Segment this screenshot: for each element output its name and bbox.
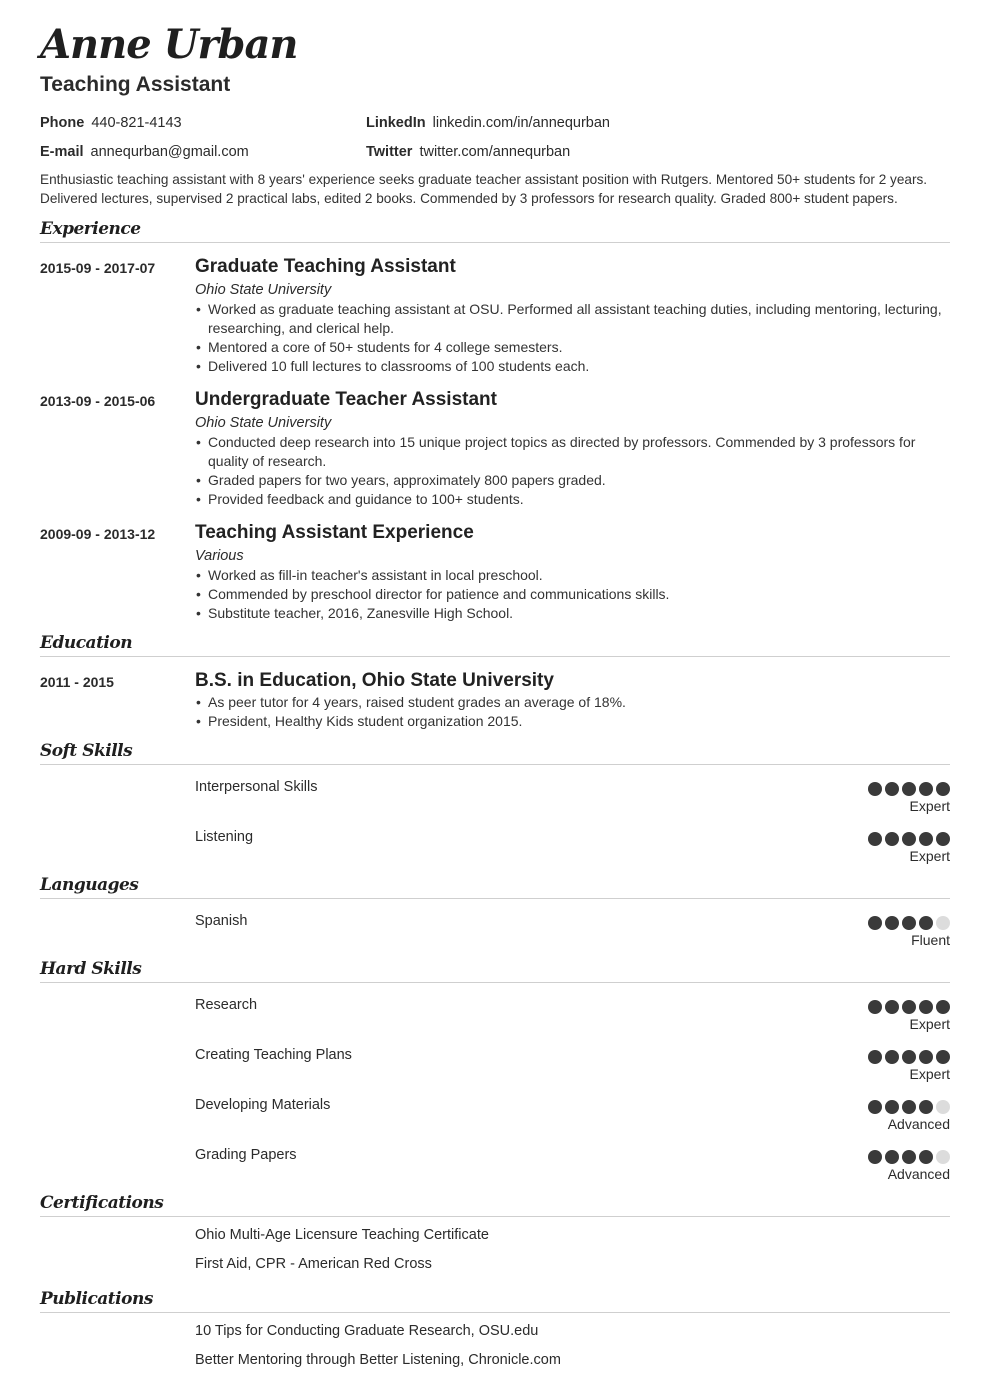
skill-rating-dots (868, 827, 950, 846)
bullet-item: • President, Healthy Kids student organization 2015. (195, 712, 950, 731)
language-level: Fluent (911, 931, 950, 948)
entry-date: 2009-09 - 2013-12 (40, 525, 156, 542)
skill-rating-dots (868, 777, 950, 796)
contact-label: Twitter (366, 144, 413, 160)
rating-dot-filled (868, 1150, 882, 1164)
skill-rating-dots (868, 995, 950, 1014)
skill-rating-dots (868, 1145, 950, 1164)
rating-dot-filled (885, 1150, 899, 1164)
certification-item: First Aid, CPR - American Red Cross (195, 1255, 432, 1272)
section-heading-education: Education (40, 631, 950, 657)
hard-skills-list (195, 983, 950, 1183)
rating-dot-filled (936, 1000, 950, 1014)
rating-dot-filled (919, 916, 933, 930)
resume-page (40, 20, 950, 1375)
bullet-item: • Conducted deep research into 15 unique project topics as directed by professors. Commended by 3 professors for quality of research. (195, 433, 950, 471)
entry-date: 2013-09 - 2015-06 (40, 392, 156, 409)
experience-entry (40, 255, 950, 376)
publications-list (195, 1313, 950, 1375)
skill-name: Research (195, 996, 258, 1013)
summary: Enthusiastic teaching assistant with 8 years' experience seeks graduate teacher assistant position with Rutgers. Mentored 50+ students for 2 years. Delivered lectures, supervised 2 practical labs, edited 2 books. Commended by 3 professors for research quality. Graded 800+ student papers. (40, 172, 928, 207)
language-rating-dots (868, 911, 950, 930)
rating-dot-filled (885, 1100, 899, 1114)
experience-entry (40, 388, 950, 509)
experience-entry (40, 521, 950, 623)
contact-phone (40, 109, 366, 138)
soft-skills-list (195, 765, 950, 865)
publication-item: 10 Tips for Conducting Graduate Research, OSU.edu (195, 1322, 539, 1339)
bullet-item: • Mentored a core of 50+ students for 4 college semesters. (195, 338, 950, 357)
entry-bullets (195, 433, 950, 509)
entry-organization: Ohio State University (195, 281, 332, 298)
skill-name: Developing Materials (195, 1096, 331, 1113)
contact-value: annequrban@gmail.com (90, 144, 249, 160)
skill-row (195, 1033, 950, 1083)
skill-row (195, 983, 950, 1033)
section-heading-hard-skills: Hard Skills (40, 957, 950, 983)
contact-twitter (366, 138, 950, 167)
bullet-item: • Worked as graduate teaching assistant at OSU. Performed all assistant teaching duties, including mentoring, lecturing, researching, and clerical help. (195, 300, 950, 338)
contact-label: Phone (40, 115, 85, 131)
section-heading-languages: Languages (40, 873, 950, 899)
skill-level: Expert (909, 847, 950, 864)
entry-bullets (195, 300, 950, 376)
education-entry (40, 669, 950, 731)
rating-dot-filled (919, 1150, 933, 1164)
skill-level: Advanced (887, 1115, 950, 1132)
rating-dot-filled (868, 1050, 882, 1064)
bullet-item: • Provided feedback and guidance to 100+ students. (195, 490, 950, 509)
rating-dot-filled (919, 832, 933, 846)
rating-dot-filled (885, 832, 899, 846)
rating-dot-filled (919, 1100, 933, 1114)
rating-dot-filled (902, 916, 916, 930)
contact-value: linkedin.com/in/annequrban (432, 115, 610, 131)
entry-bullets (195, 693, 950, 731)
entry-organization: Various (195, 547, 244, 564)
rating-dot-filled (868, 1100, 882, 1114)
rating-dot-empty (936, 916, 950, 930)
rating-dot-empty (936, 1100, 950, 1114)
bullet-item: • Substitute teacher, 2016, Zanesville High School. (195, 604, 950, 623)
skill-rating-dots (868, 1095, 950, 1114)
rating-dot-filled (902, 1100, 916, 1114)
entry-title: B.S. in Education, Ohio State University (195, 669, 554, 691)
skill-name: Listening (195, 828, 254, 845)
skill-level: Expert (909, 797, 950, 814)
rating-dot-filled (936, 1050, 950, 1064)
rating-dot-filled (885, 1050, 899, 1064)
contact-label: E-mail (40, 144, 84, 160)
bullet-item: • Commended by preschool director for patience and communications skills. (195, 585, 950, 604)
skill-row (195, 1083, 950, 1133)
rating-dot-filled (936, 782, 950, 796)
rating-dot-filled (868, 832, 882, 846)
rating-dot-filled (902, 1050, 916, 1064)
rating-dot-filled (919, 1050, 933, 1064)
rating-dot-filled (902, 1000, 916, 1014)
skill-level: Expert (909, 1015, 950, 1032)
bullet-item: • As peer tutor for 4 years, raised student grades an average of 18%. (195, 693, 950, 712)
publication-item: Better Mentoring through Better Listening, Chronicle.com (195, 1351, 561, 1368)
contact-value: 440-821-4143 (91, 115, 182, 131)
rating-dot-filled (885, 782, 899, 796)
skill-name: Interpersonal Skills (195, 778, 318, 795)
skill-row (195, 1133, 950, 1183)
contact-label: LinkedIn (366, 115, 426, 131)
entry-title: Undergraduate Teacher Assistant (195, 388, 497, 410)
skill-name: Grading Papers (195, 1146, 297, 1163)
certification-item: Ohio Multi-Age Licensure Teaching Certificate (195, 1226, 489, 1243)
languages-list (195, 899, 950, 949)
entry-date: 2015-09 - 2017-07 (40, 259, 156, 276)
rating-dot-filled (902, 782, 916, 796)
rating-dot-filled (868, 1000, 882, 1014)
entry-bullets (195, 566, 950, 623)
rating-dot-filled (936, 832, 950, 846)
rating-dot-filled (919, 782, 933, 796)
entry-title: Graduate Teaching Assistant (195, 255, 456, 277)
section-heading-experience: Experience (40, 217, 950, 243)
bullet-item: • Graded papers for two years, approximately 800 papers graded. (195, 471, 950, 490)
skill-level: Expert (909, 1065, 950, 1082)
section-heading-publications: Publications (40, 1287, 950, 1313)
rating-dot-filled (868, 916, 882, 930)
rating-dot-filled (919, 1000, 933, 1014)
contact-email (40, 138, 366, 167)
rating-dot-filled (885, 1000, 899, 1014)
contact-value: twitter.com/annequrban (419, 144, 571, 160)
candidate-name: Anne Urban (40, 21, 298, 68)
contact-block (40, 109, 950, 167)
experience-list (40, 255, 950, 623)
rating-dot-empty (936, 1150, 950, 1164)
rating-dot-filled (885, 916, 899, 930)
section-heading-soft-skills: Soft Skills (40, 739, 950, 765)
rating-dot-filled (902, 832, 916, 846)
contact-linkedin (366, 109, 950, 138)
bullet-item: • Delivered 10 full lectures to classrooms of 100 students each. (195, 357, 950, 376)
skill-row (195, 765, 950, 815)
skill-level: Advanced (887, 1165, 950, 1182)
certifications-list (195, 1217, 950, 1279)
entry-date: 2011 - 2015 (40, 673, 114, 690)
entry-organization: Ohio State University (195, 414, 332, 431)
section-heading-certifications: Certifications (40, 1191, 950, 1217)
skill-name: Creating Teaching Plans (195, 1046, 352, 1063)
rating-dot-filled (868, 782, 882, 796)
bullet-item: • Worked as fill-in teacher's assistant in local preschool. (195, 566, 950, 585)
language-name: Spanish (195, 912, 248, 929)
rating-dot-filled (902, 1150, 916, 1164)
skill-rating-dots (868, 1045, 950, 1064)
entry-title: Teaching Assistant Experience (195, 521, 474, 543)
language-row (195, 899, 950, 949)
job-title: Teaching Assistant (40, 73, 231, 96)
skill-row (195, 815, 950, 865)
